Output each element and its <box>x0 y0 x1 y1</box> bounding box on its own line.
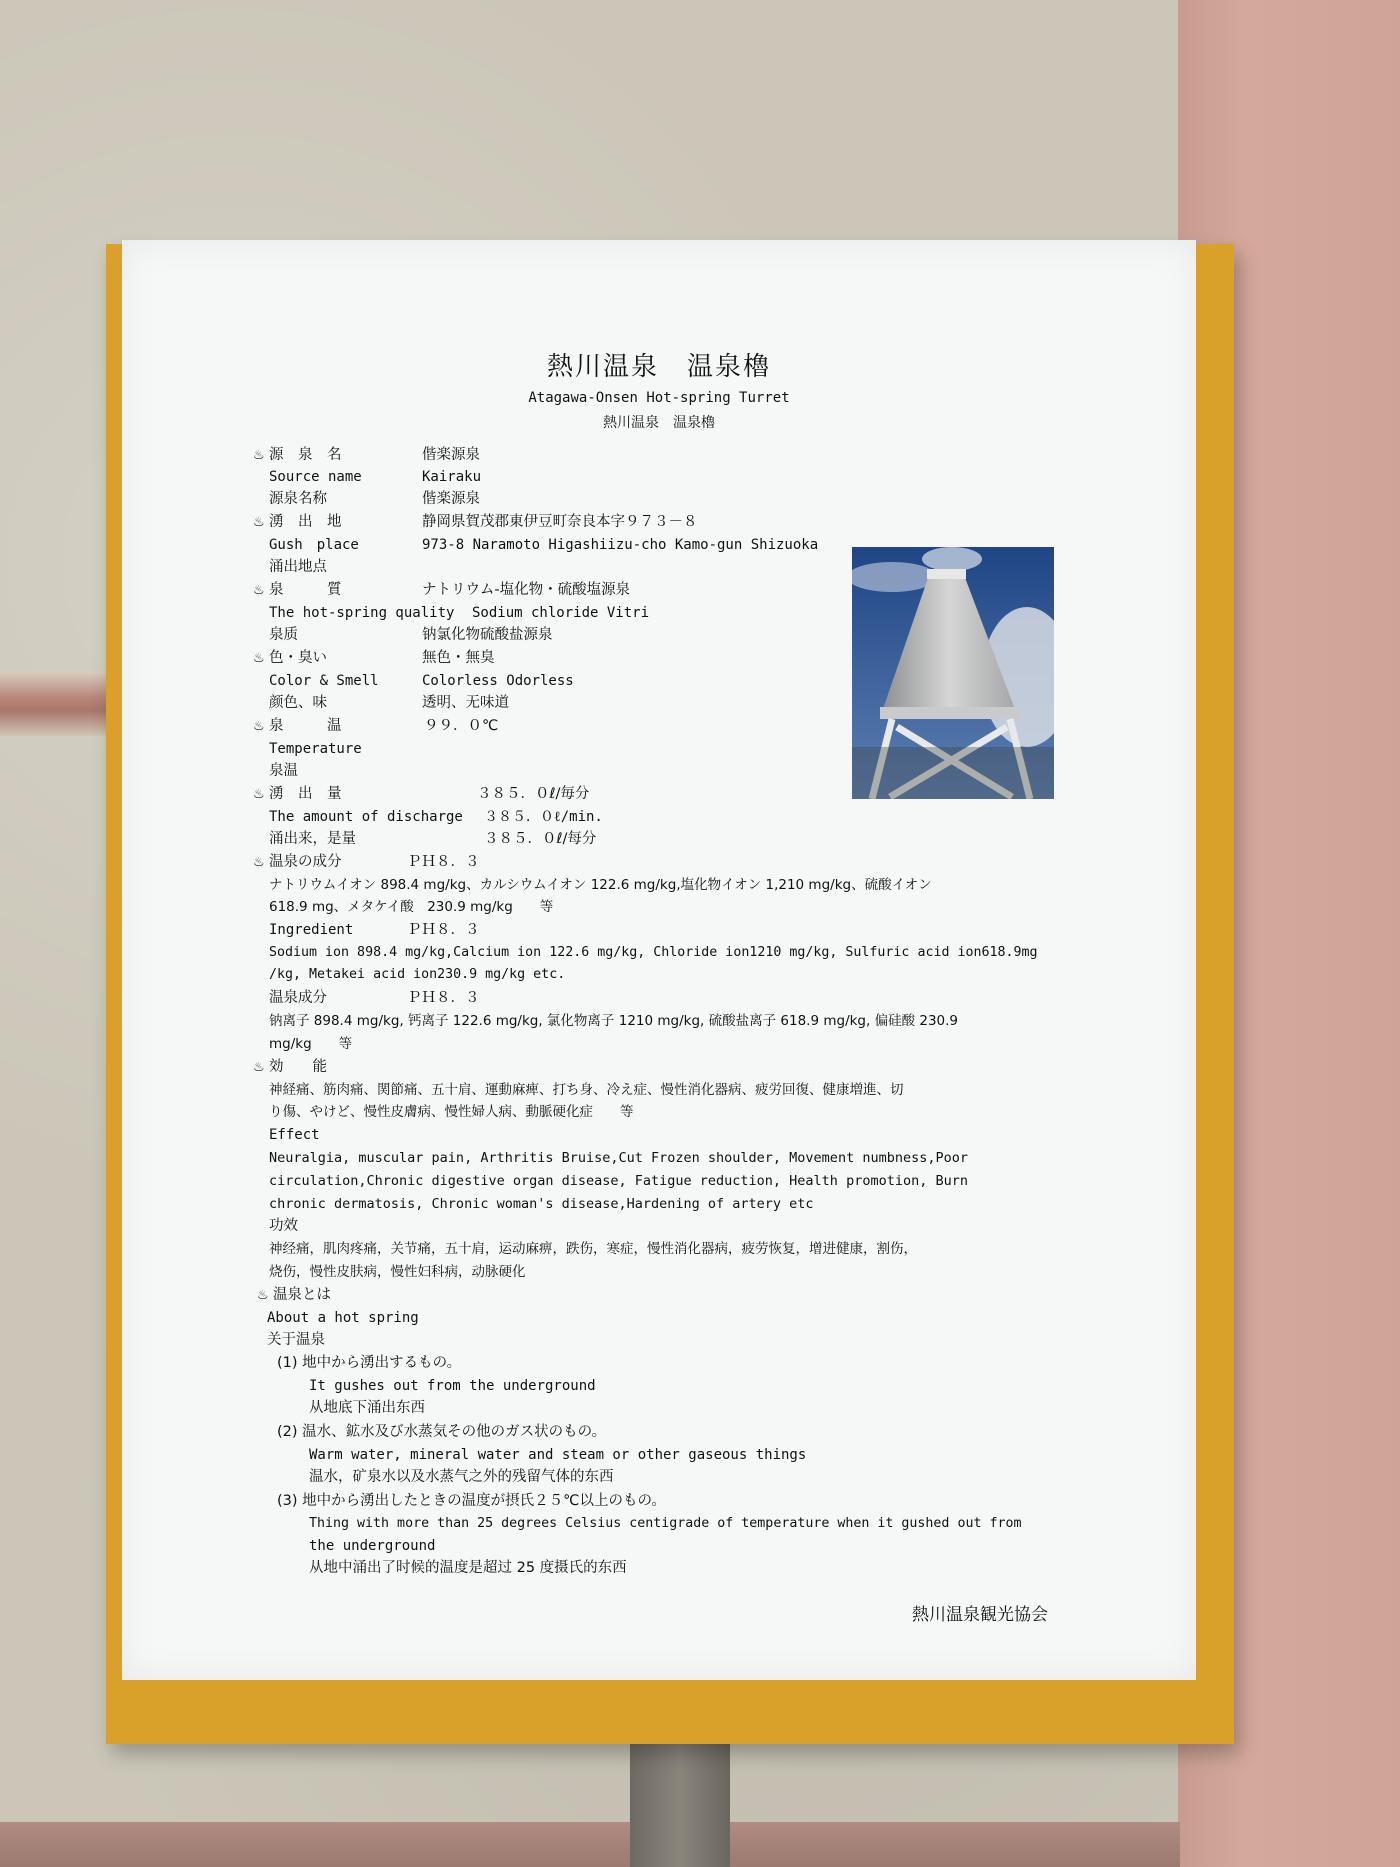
quality-value-jp: ナトリウム-塩化物・硫酸塩源泉 <box>422 582 631 598</box>
sign-board <box>122 240 1196 1680</box>
hot-spring-icon: ♨ <box>253 1060 265 1075</box>
color-value-zh: 透明、无味道 <box>422 695 509 711</box>
turret-photo <box>852 547 1054 799</box>
sign-post <box>630 1740 730 1867</box>
ingredient-ph-jp: ＰＨ８．３ <box>407 854 480 870</box>
hot-spring-icon: ♨ <box>253 855 265 870</box>
source-value-jp: 偕楽源泉 <box>422 447 480 463</box>
discharge-value-jp: ３８５．０ℓ/毎分 <box>477 786 590 802</box>
about-item-3-en: Thing with more than 25 degrees Celsius centigrade of temperature when it gushed out from <box>309 1516 1022 1531</box>
effect-text-zh-1: 神经痛，肌肉疼痛，关节痛，五十肩，运动麻痹，跌伤，寒症，慢性消化器病，疲劳恢复，增进健康，割伤， <box>269 1241 917 1257</box>
discharge-label-jp: ♨ 湧 出 量 <box>253 784 342 805</box>
effect-text-jp-1: 神経痛、筋肉痛、関節痛、五十肩、運動麻痺、打ち身、冷え症、慢性消化器病、疲労回復、健康増進、切 <box>269 1082 904 1098</box>
source-label-jp: ♨ 源 泉 名 <box>253 445 342 466</box>
sign-subtitle-en: Atagawa-Onsen Hot-spring Turret <box>528 390 790 406</box>
source-value-en: Kairaku <box>422 469 482 485</box>
temperature-label-jp: ♨ 泉 温 <box>253 716 342 737</box>
wall-base <box>0 1822 1180 1867</box>
gush-label-en: Gush place <box>269 537 359 553</box>
about-item-1-jp: (1) 地中から湧出するもの。 <box>277 1355 462 1371</box>
about-item-2-en: Warm water, mineral water and steam or other gaseous things <box>309 1447 807 1463</box>
about-label-en: About a hot spring <box>267 1310 419 1326</box>
gush-value-en: 973-8 Naramoto Higashiizu-cho Kamo-gun Shizuoka <box>422 537 819 553</box>
effect-label-en: Effect <box>269 1127 320 1143</box>
temperature-label-en: Temperature <box>269 741 362 757</box>
about-item-3-zh: 从地中涌出了时候的温度是超过 25 度摄氏的东西 <box>309 1560 627 1576</box>
effect-label-zh: 功效 <box>269 1218 298 1234</box>
color-label-jp: ♨ 色・臭い <box>253 648 327 669</box>
discharge-value-zh: ３８５．０ℓ/每分 <box>484 831 597 847</box>
ingredient-text-en-2: /kg, Metakei acid ion230.9 mg/kg etc. <box>269 967 566 982</box>
ingredient-text-en-1: Sodium ion 898.4 mg/kg,Calcium ion 122.6 mg/kg, Chloride ion1210 mg/kg, Sulfuric acid ion618.9mg <box>269 945 1038 960</box>
effect-text-jp-2: り傷、やけど、慢性皮膚病、慢性婦人病、動脈硬化症 等 <box>269 1104 634 1120</box>
hot-spring-icon: ♨ <box>253 719 265 734</box>
quality-label-en: The hot-spring quality <box>269 605 455 621</box>
sign-subtitle-zh: 熱川温泉 温泉櫓 <box>603 415 715 431</box>
quality-label-zh: 泉质 <box>269 627 298 643</box>
gush-value-jp: 静岡県賀茂郡東伊豆町奈良本字９７３－８ <box>422 514 698 530</box>
hot-spring-icon: ♨ <box>253 787 265 802</box>
ingredient-ph-zh: ＰＨ８．３ <box>407 990 480 1006</box>
discharge-label-en: The amount of discharge <box>269 809 463 825</box>
quality-label-jp: ♨ 泉 質 <box>253 580 342 601</box>
effect-label-jp: ♨ 効 能 <box>253 1057 327 1078</box>
ingredient-text-zh-2: mg/kg 等 <box>269 1036 353 1052</box>
ingredient-label-jp: ♨ 温泉の成分 <box>253 852 342 873</box>
wall-rail <box>0 672 112 736</box>
ingredient-text-jp-2: 618.9 mg、メタケイ酸 230.9 mg/kg 等 <box>269 899 554 915</box>
effect-text-en-1: Neuralgia, muscular pain, Arthritis Bruise,Cut Frozen shoulder, Movement numbness,Poor <box>269 1150 968 1166</box>
source-label-zh: 源泉名称 <box>269 491 327 507</box>
ingredient-label-en: Ingredient <box>269 922 354 938</box>
quality-value-en: Sodium chloride Vitri <box>472 605 650 621</box>
ingredient-text-jp-1: ナトリウムイオン 898.4 mg/kg、カルシウムイオン 122.6 mg/kg,塩化物イオン 1,210 mg/kg、硫酸イオン <box>269 877 932 893</box>
color-label-en: Color & Smell <box>269 673 379 689</box>
hot-spring-icon: ♨ <box>253 651 265 666</box>
organization-name: 熱川温泉観光協会 <box>912 1605 1048 1625</box>
sign-title: 熱川温泉 温泉櫓 <box>546 352 771 382</box>
gush-label-zh: 涌出地点 <box>269 559 327 575</box>
temperature-value-jp: ９９．０℃ <box>424 718 499 734</box>
about-item-2-zh: 温水，矿泉水以及水蒸气之外的残留气体的东西 <box>309 1469 614 1485</box>
ingredient-text-zh-1: 钠离子 898.4 mg/kg, 钙离子 122.6 mg/kg, 氯化物离子 1210 mg/kg, 硫酸盐离子 618.9 mg/kg, 偏硅酸 230.9 <box>269 1013 959 1029</box>
source-label-en: Source name <box>269 469 362 485</box>
ingredient-ph-en: ＰＨ８．３ <box>407 922 480 938</box>
color-value-en: Colorless Odorless <box>422 673 574 689</box>
quality-value-zh: 钠氯化物硫酸盐源泉 <box>422 627 553 643</box>
about-label-jp: ♨ 温泉とは <box>257 1285 331 1306</box>
color-value-jp: 無色・無臭 <box>422 650 495 666</box>
about-item-3-jp: (3) 地中から湧出したときの温度が摂氏２５℃以上のもの。 <box>277 1493 666 1509</box>
color-label-zh: 颜色、味 <box>269 695 327 711</box>
effect-text-en-3: chronic dermatosis, Chronic woman's disease,Hardening of artery etc <box>269 1196 814 1212</box>
about-item-1-zh: 从地底下涌出东西 <box>309 1400 425 1416</box>
hot-spring-icon: ♨ <box>253 583 265 598</box>
about-label-zh: 关于温泉 <box>267 1332 325 1348</box>
about-item-2-jp: (2) 温水、鉱水及び水蒸気その他のガス状のもの。 <box>277 1424 607 1440</box>
discharge-value-en: ３８５．０ℓ/min. <box>484 809 603 825</box>
about-item-1-en: It gushes out from the underground <box>309 1378 596 1394</box>
discharge-label-zh: 涌出来，是量 <box>269 831 356 847</box>
temperature-label-zh: 泉温 <box>269 763 298 779</box>
effect-text-zh-2: 烧伤，慢性皮肤病，慢性妇科病，动脉硬化 <box>269 1264 526 1280</box>
ingredient-label-zh: 温泉成分 <box>269 990 327 1006</box>
gush-label-jp: ♨ 湧 出 地 <box>253 512 342 533</box>
source-value-zh: 偕楽源泉 <box>422 491 480 507</box>
effect-text-en-2: circulation,Chronic digestive organ disease, Fatigue reduction, Health promotion, Burn <box>269 1173 968 1189</box>
hot-spring-icon: ♨ <box>257 1288 269 1303</box>
hot-spring-icon: ♨ <box>253 448 265 463</box>
about-item-3-en-2: the underground <box>309 1538 436 1554</box>
hot-spring-icon: ♨ <box>253 515 265 530</box>
